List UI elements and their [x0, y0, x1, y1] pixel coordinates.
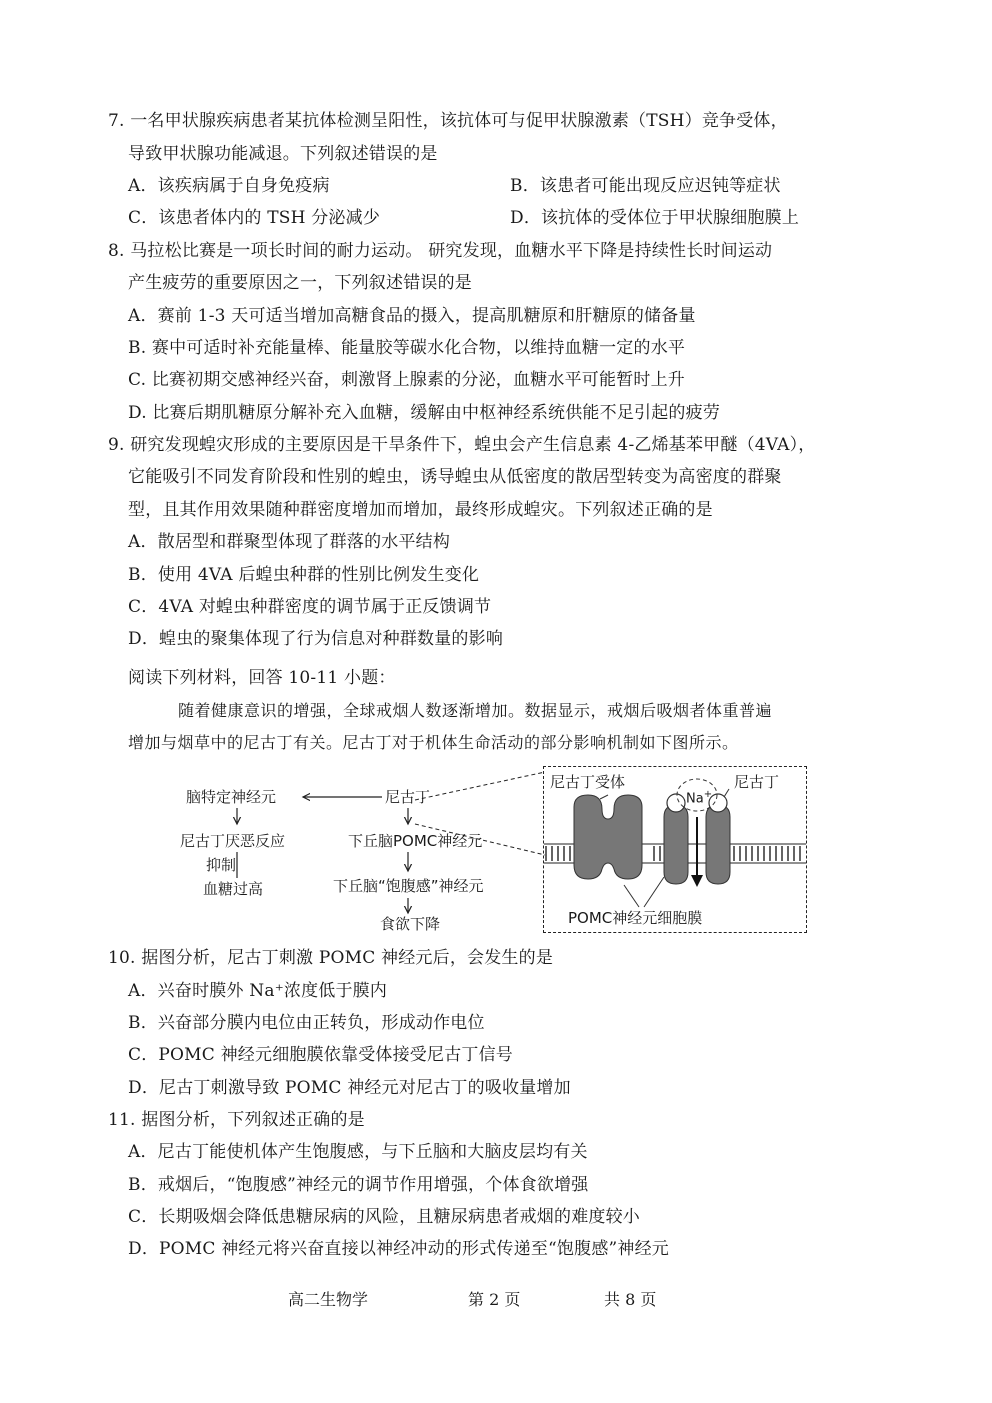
q7-option-a: A．该疾病属于自身免疫病 — [128, 176, 330, 196]
material-paragraph-line2: 增加与烟草中的尼古丁有关。尼古丁对于机体生命活动的部分影响机制如下图所示。 — [128, 733, 739, 752]
q9-option-c: C．4VA 对蝗虫种群密度的调节属于正反馈调节 — [128, 597, 492, 617]
label-aversion: 尼古丁厌恶反应 — [180, 832, 286, 850]
q7-option-d: D．该抗体的受体位于甲状腺细胞膜上 — [510, 208, 800, 228]
q10-option-b: B．兴奋部分膜内电位由正转负，形成动作电位 — [128, 1013, 485, 1033]
nicotine-molecule-left — [667, 794, 685, 812]
nicotine-receptor-open-left — [664, 805, 688, 884]
q8-option-d: D. 比赛后期肌糖原分解补充入血糖，缓解由中枢神经系统供能不足引起的疲劳 — [128, 403, 721, 423]
q11-option-c: C．长期吸烟会降低患糖尿病的风险，且糖尿病患者戒烟的难度较小 — [128, 1207, 641, 1227]
q9-stem-line3: 型，且其作用效果随种群密度增加而增加，最终形成蝗灾。下列叙述正确的是 — [128, 500, 713, 520]
q8-option-c: C. 比赛初期交感神经兴奋，刺激肾上腺素的分泌，血糖水平可能暂时上升 — [128, 370, 686, 390]
footer-subject: 高二生物学 — [288, 1290, 369, 1309]
nicotine-receptor-open-right — [706, 805, 730, 884]
label-nicotine-box: 尼古丁 — [734, 773, 780, 791]
q7-option-b: B．该患者可能出现反应迟钝等症状 — [510, 176, 781, 196]
label-brain-neuron: 脑特定神经元 — [186, 788, 277, 806]
mechanism-diagram — [170, 760, 810, 933]
footer-total-pages: 共 8 页 — [604, 1290, 657, 1309]
membrane-drawing — [544, 767, 806, 932]
q10-option-c: C．POMC 神经元细胞膜依靠受体接受尼古丁信号 — [128, 1045, 513, 1065]
na-charge: + — [703, 789, 713, 800]
label-inhibit: 抑制 — [206, 856, 237, 874]
q9-stem-line1: 9. 研究发现蝗灾形成的主要原因是干旱条件下，蝗虫会产生信息素 4-乙烯基苯甲醚（4VA）， — [108, 435, 816, 455]
q9-option-d: D．蝗虫的聚集体现了行为信息对种群数量的影响 — [128, 629, 504, 649]
q8-option-a: A．赛前 1-3 天可适当增加高糖食品的摄入，提高肌糖原和肝糖原的储备量 — [128, 306, 696, 326]
q9-option-b: B．使用 4VA 后蝗虫种群的性别比例发生变化 — [128, 565, 480, 585]
label-pomc-neuron: 下丘脑POMC神经元 — [348, 832, 483, 850]
q7-stem-line2: 导致甲状腺功能减退。下列叙述错误的是 — [128, 144, 438, 164]
na-text: Na — [686, 791, 704, 807]
q8-stem-line2: 产生疲劳的重要原因之一，下列叙述错误的是 — [128, 273, 472, 293]
material-paragraph-line1: 随着健康意识的增强，全球戒烟人数逐渐增加。数据显示，戒烟后吸烟者体重普遍 — [178, 701, 773, 720]
q10-option-a: A．兴奋时膜外 Na⁺浓度低于膜内 — [128, 981, 388, 1001]
label-appetite-down: 食欲下降 — [380, 915, 441, 933]
q9-stem-line2: 它能吸引不同发育阶段和性别的蝗虫，诱导蝗虫从低密度的散居型转变为高密度的群聚 — [128, 467, 782, 487]
q7-stem-line1: 7. 一名甲状腺疾病患者某抗体检测呈阳性，该抗体可与促甲状腺激素（TSH）竞争受体， — [108, 111, 788, 131]
q7-option-c: C．该患者体内的 TSH 分泌减少 — [128, 208, 381, 228]
nicotine-receptor-closed — [574, 795, 642, 879]
q10-option-d: D．尼古丁刺激导致 POMC 神经元对尼古丁的吸收量增加 — [128, 1078, 571, 1098]
q11-option-b: B．戒烟后，“饱腹感”神经元的调节作用增强，个体食欲增强 — [128, 1175, 589, 1195]
q8-stem-line1: 8. 马拉松比赛是一项长时间的耐力运动。 研究发现，血糖水平下降是持续性长时间运动 — [108, 241, 773, 261]
label-pomc-membrane: POMC神经元细胞膜 — [568, 909, 703, 927]
q11-option-d: D．POMC 神经元将兴奋直接以神经冲动的形式传递至“饱腹感”神经元 — [128, 1239, 670, 1259]
label-satiety-neuron: 下丘脑“饱腹感”神经元 — [333, 877, 484, 895]
q11-option-a: A．尼古丁能使机体产生饱腹感，与下丘脑和大脑皮层均有关 — [128, 1142, 588, 1162]
membrane-detail-box — [543, 766, 807, 933]
zoom-link-top — [415, 772, 545, 800]
q9-option-a: A．散居型和群聚型体现了群落的水平结构 — [128, 532, 451, 552]
q8-option-b: B. 赛中可适时补充能量棒、能量胶等碳水化合物，以维持血糖一定的水平 — [128, 338, 686, 358]
label-na-ion — [686, 786, 712, 808]
q10-stem: 10. 据图分析，尼古丁刺激 POMC 神经元后，会发生的是 — [108, 948, 554, 968]
footer-page-number: 第 2 页 — [468, 1290, 521, 1309]
q11-stem: 11. 据图分析，下列叙述正确的是 — [108, 1110, 365, 1130]
label-nicotine: 尼古丁 — [385, 788, 431, 806]
label-high-glucose: 血糖过高 — [203, 880, 264, 898]
material-intro: 阅读下列材料，回答 10-11 小题： — [128, 668, 396, 688]
label-nicotine-receptor: 尼古丁受体 — [550, 773, 626, 791]
